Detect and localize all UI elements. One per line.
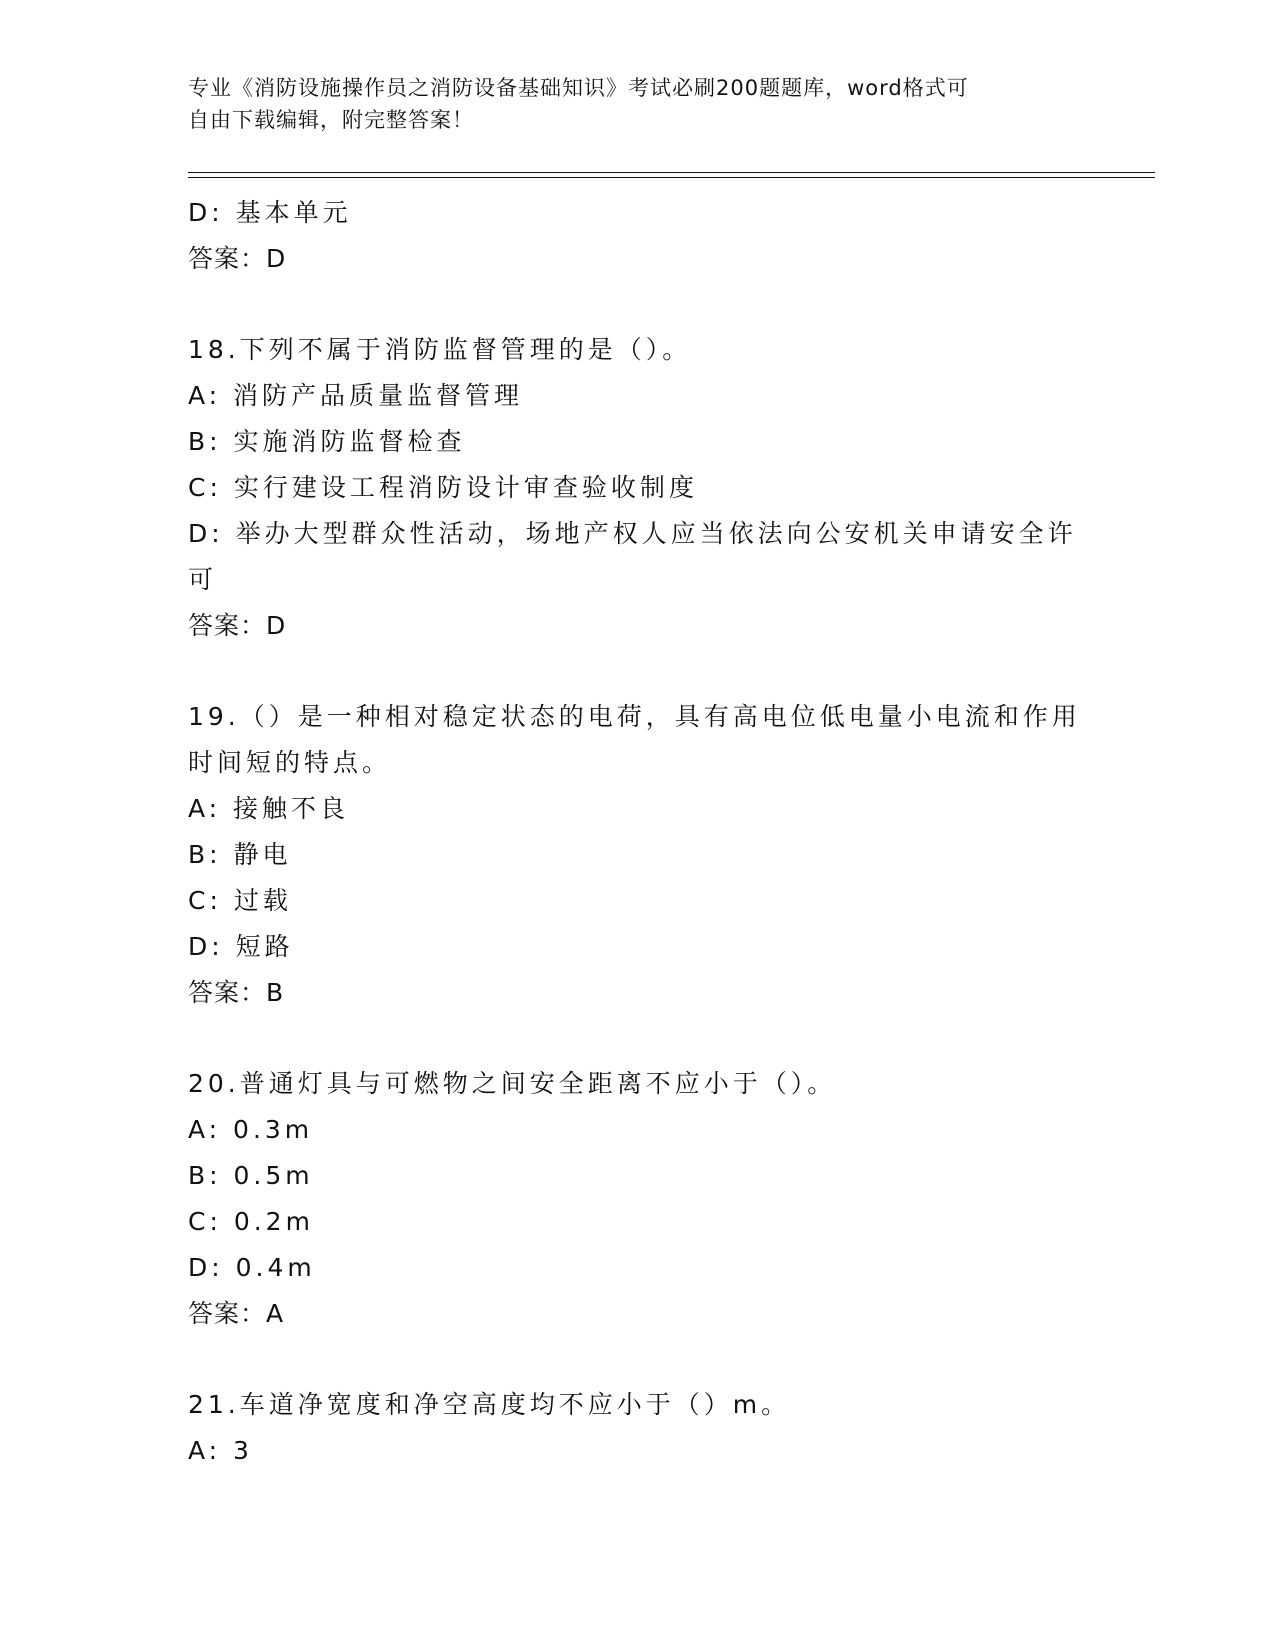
- option-a: A: 3: [188, 1436, 253, 1465]
- option-a: A: 0.3m: [188, 1115, 314, 1144]
- option-b: B: 静电: [188, 840, 292, 869]
- question-stem: 20.普通灯具与可燃物之间安全距离不应小于（）。: [188, 1069, 837, 1098]
- question-stem: 21.车道净宽度和净空高度均不应小于（）m。: [188, 1390, 791, 1419]
- option-d: D: 0.4m: [188, 1253, 316, 1282]
- header-divider-bottom: [188, 177, 1155, 178]
- header-title-line-2: 自由下载编辑，附完整答案！: [188, 108, 474, 132]
- answer-line: 答案：D: [188, 244, 287, 273]
- option-c: C: 过载: [188, 886, 292, 915]
- option-b: B: 实施消防监督检查: [188, 427, 466, 456]
- option-b: B: 0.5m: [188, 1161, 314, 1190]
- answer-line: 答案：A: [188, 1299, 285, 1328]
- question-stem: 18.下列不属于消防监督管理的是（）。: [188, 335, 692, 364]
- option-d: D: 短路: [188, 932, 294, 961]
- document-header: [188, 72, 1088, 136]
- question-19: [188, 694, 1088, 1016]
- question-18: [188, 327, 1088, 649]
- option-d: D: 举办大型群众性活动，场地产权人应当依法向公安机关申请安全许: [188, 519, 1077, 548]
- answer-line: 答案：B: [188, 978, 285, 1007]
- question-list: [188, 190, 1088, 1474]
- header-title-line-1: 专业《消防设施操作员之消防设备基础知识》考试必刷200题题库，word格式可: [188, 76, 969, 100]
- option-a: A: 消防产品质量监督管理: [188, 381, 524, 410]
- option-d: D: 基本单元: [188, 198, 352, 227]
- question-stem: 19.（）是一种相对稳定状态的电荷，具有高电位低电量小电流和作用: [188, 702, 1081, 731]
- question-21: [188, 1382, 1088, 1474]
- option-d-continued: 可: [188, 565, 218, 594]
- question-20: [188, 1061, 1088, 1337]
- header-divider-top: [188, 172, 1155, 173]
- question-stem-continued: 时间短的特点。: [188, 748, 392, 777]
- option-c: C: 0.2m: [188, 1207, 314, 1236]
- answer-line: 答案：D: [188, 611, 287, 640]
- prev-question-tail: [188, 190, 1088, 282]
- option-c: C: 实行建设工程消防设计审查验收制度: [188, 473, 698, 502]
- option-a: A: 接触不良: [188, 794, 350, 823]
